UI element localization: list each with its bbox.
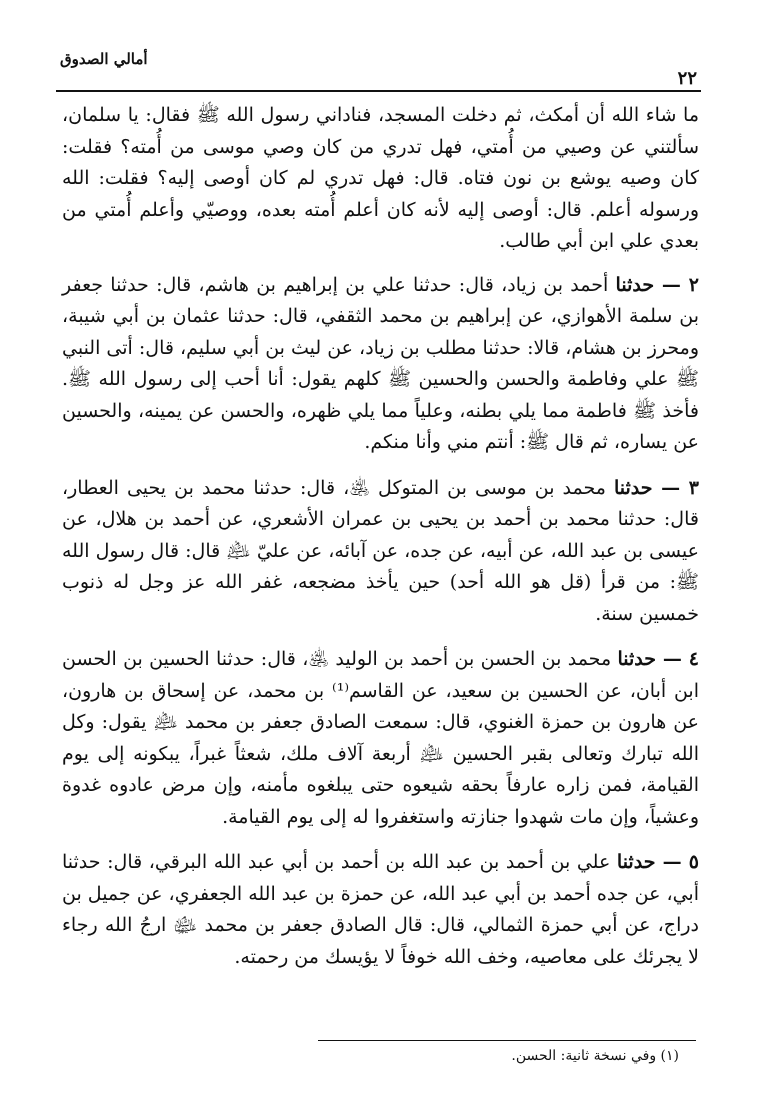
hadith-text: محمد بن الحسن بن أحمد بن الوليد ﵁، قال: حدثنا الحسين بن الحسن ابن أبان، عن الحسين بن سعيد، عن القاسم⁽¹⁾ بن محمد، عن إسحاق بن هارون، عن هارون بن حمزة الغنوي، قال: سمعت الصادق جعفر بن محمد ﵇ يقول: وكل الله تبارك وتعالى بقبر الحسين ﵇ أربعة آلاف ملك، شعثاً غبراً، يبكونه إلى يوم القيامة، فمن زاره عارفاً بحقه شيعوه حتى يبلغوه مأمنه، وإن مرض عادوه غدوة وعشياً، وإن مات شهدوا جنازته واستغفروا له إلى يوم القيامة. [62, 648, 699, 828]
footnote-rule [318, 1040, 696, 1041]
hadith-text: ما شاء الله أن أمكث، ثم دخلت المسجد، فناداني رسول الله ﷺ فقال: يا سلمان، سألتني عن وصيي من أُمتي، فهل تدري من كان وصي موسى من أُمته؟ فقلت: كان وصيه يوشع بن نون فتاه. قال: فهل تدري لم كان أوصى إليه؟ فقلت: الله ورسوله أعلم. قال: أوصى إليه لأنه كان أعلم أُمته بعده، ووصيّي وأعلم أُمتي من بعدي علي ابن أبي طالب. [62, 104, 699, 252]
hadith-lead: حدثنا [617, 648, 656, 670]
hadith-2 [62, 270, 699, 459]
footnote: (١) وفي نسخة ثانية: الحسن. [511, 1048, 679, 1064]
hadith-number: ٤ — [655, 648, 699, 670]
hadith-text: محمد بن موسى بن المتوكل ﵁، قال: حدثنا محمد بن يحيى العطار، قال: حدثنا محمد بن أحمد بن يحيى بن عمران الأشعري، عن أحمد بن هلال، عن عيسى بن عبد الله، عن أبيه، عن جده، عن آبائه، عن عليّ ﵇ قال: قال رسول الله ﷺ: من قرأ (قل هو الله أحد) حين يأخذ مضجعه، غفر الله عز وجل له ذنوب خمسين سنة. [62, 476, 699, 625]
hadith-5 [62, 847, 699, 973]
header-rule [56, 90, 701, 92]
hadith-lead: حدثنا [614, 476, 653, 499]
hadith-text: علي بن أحمد بن عبد الله بن أحمد بن أبي عبد الله البرقي، قال: حدثنا أبي، عن جده أحمد بن أبي عبد الله، عن حمزة بن عبد الله الجعفري، عن جميل بن دراج، عن أبي حمزة الثمالي، قال: قال الصادق جعفر بن محمد ﵉ ارجُ الله رجاء لا يجرئك على معاصيه، وخف الله خوفاً لا يؤيسك من رحمته. [62, 851, 699, 968]
hadith-4 [62, 644, 699, 833]
hadith-lead: حدثنا [616, 851, 656, 873]
body-text [62, 100, 699, 987]
hadith-3 [62, 473, 699, 631]
hadith-number: ٥ — [655, 851, 699, 873]
hadith-number: ٢ — [654, 273, 699, 296]
page-number: ٢٢ [677, 68, 697, 89]
hadith-number: ٣ — [652, 476, 699, 499]
hadith-continuation [62, 100, 699, 258]
running-title: أمالي الصدوق [60, 50, 148, 68]
hadith-text: أحمد بن زياد، قال: حدثنا علي بن إبراهيم بن هاشم، قال: حدثنا جعفر بن سلمة الأهوازي، عن إبراهيم بن محمد الثقفي، قال: حدثنا عثمان بن أبي شيبة، ومحرز بن هشام، قالا: حدثنا مطلب بن زياد، عن ليث بن أبي سليم، قال: أتى النبي ﷺ علي وفاطمة والحسن والحسين ﷺ كلهم يقول: أنا أحب إلى رسول الله ﷺ. فأخذ ﷺ فاطمة مما يلي بطنه، وعلياً مما يلي ظهره، والحسن عن يمينه، والحسين عن يساره، ثم قال ﷺ: أنتم مني وأنا منكم. [62, 273, 699, 453]
hadith-lead: حدثنا [615, 273, 655, 296]
